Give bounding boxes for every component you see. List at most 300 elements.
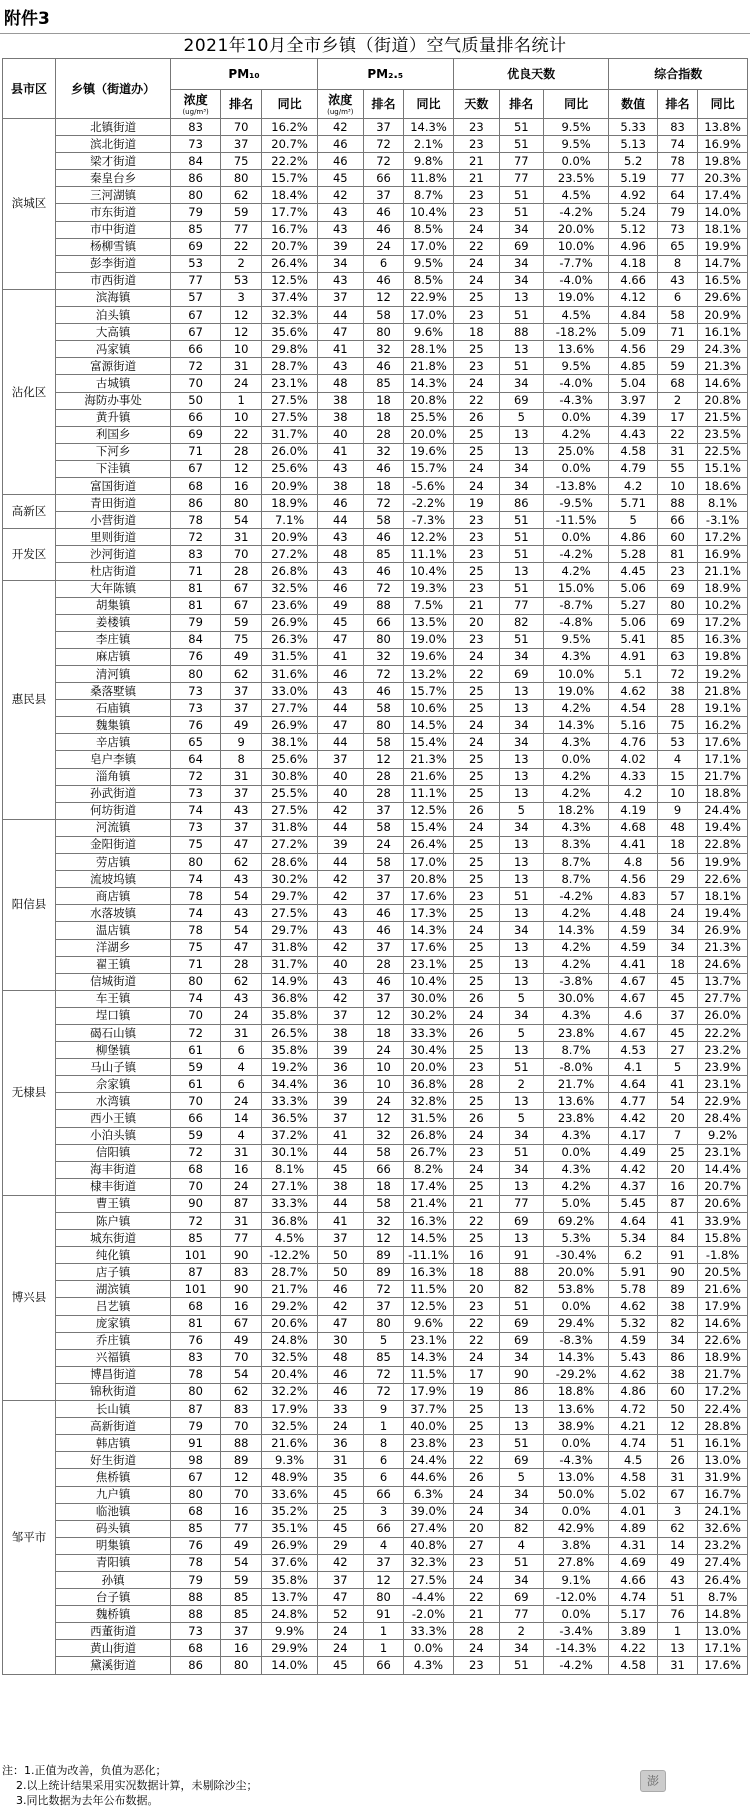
pm10-concentration-cell: 72 — [171, 358, 221, 375]
pm25-concentration-cell: 49 — [317, 597, 363, 614]
town-cell: 桑落墅镇 — [56, 683, 171, 700]
good-days-rank-cell: 51 — [499, 358, 543, 375]
good-days-rank-cell: 34 — [499, 1349, 543, 1366]
composite-rank-cell: 38 — [657, 1366, 697, 1383]
composite-yoy-cell: 32.6% — [698, 1520, 748, 1537]
pm25-yoy-cell: 12.5% — [404, 802, 454, 819]
table-row — [3, 1520, 748, 1537]
good-days-rank-cell: 34 — [499, 1007, 543, 1024]
composite-yoy-cell: 28.8% — [698, 1418, 748, 1435]
pm25-rank-cell: 32 — [363, 648, 403, 665]
pm25-concentration-cell: 25 — [317, 1503, 363, 1520]
pm10-yoy-cell: 20.4% — [262, 1366, 317, 1383]
pm25-rank-cell: 37 — [363, 1554, 403, 1571]
pm25-yoy-cell: 44.6% — [404, 1469, 454, 1486]
pm10-concentration-cell: 87 — [171, 1401, 221, 1418]
good-days-yoy-cell: 3.8% — [543, 1537, 609, 1554]
pm10-yoy-cell: 35.8% — [262, 1042, 317, 1059]
good-days-rank-cell: 34 — [499, 1640, 543, 1657]
town-cell: 黄升镇 — [56, 409, 171, 426]
good-days-rank-cell: 13 — [499, 426, 543, 443]
town-cell: 梁才街道 — [56, 153, 171, 170]
table-row — [3, 1093, 748, 1110]
good-days-rank-cell: 34 — [499, 717, 543, 734]
pm10-concentration-cell: 88 — [171, 1589, 221, 1606]
town-cell: 韩店镇 — [56, 1435, 171, 1452]
composite-yoy-cell: 22.6% — [698, 1332, 748, 1349]
good-days-rank-cell: 34 — [499, 1161, 543, 1178]
composite-rank-cell: 62 — [657, 1520, 697, 1537]
pm10-concentration-cell: 80 — [171, 1383, 221, 1400]
good-days-rank-cell: 4 — [499, 1537, 543, 1554]
pm10-concentration-cell: 61 — [171, 1042, 221, 1059]
pm10-concentration-cell: 50 — [171, 392, 221, 409]
composite-yoy-cell: 31.9% — [698, 1469, 748, 1486]
pm10-concentration-cell: 81 — [171, 597, 221, 614]
composite-rank-cell: 51 — [657, 1435, 697, 1452]
pm10-concentration-cell: 78 — [171, 512, 221, 529]
good-days-yoy-cell: 8.7% — [543, 854, 609, 871]
composite-yoy-cell: 16.9% — [698, 546, 748, 563]
pm25-concentration-cell: 35 — [317, 1469, 363, 1486]
pm25-concentration-cell: 43 — [317, 204, 363, 221]
pm10-yoy-cell: 4.5% — [262, 1230, 317, 1247]
pm10-concentration-cell: 65 — [171, 734, 221, 751]
good-days-cell: 23 — [453, 512, 499, 529]
header-pm10-rank: 排名 — [220, 90, 262, 119]
composite-value-cell: 4.39 — [609, 409, 657, 426]
pm25-rank-cell: 80 — [363, 717, 403, 734]
town-cell: 泊头镇 — [56, 307, 171, 324]
composite-value-cell: 4.92 — [609, 187, 657, 204]
composite-value-cell: 4.67 — [609, 990, 657, 1007]
pm10-yoy-cell: 30.2% — [262, 871, 317, 888]
table-row — [3, 289, 748, 306]
table-row — [3, 1024, 748, 1041]
pm10-yoy-cell: 29.7% — [262, 922, 317, 939]
pm10-rank-cell: 67 — [220, 597, 262, 614]
composite-value-cell: 4.68 — [609, 819, 657, 836]
good-days-yoy-cell: 0.0% — [543, 1606, 609, 1623]
composite-value-cell: 4.62 — [609, 1298, 657, 1315]
pm10-yoy-cell: 36.8% — [262, 990, 317, 1007]
good-days-rank-cell: 69 — [499, 1589, 543, 1606]
pm10-rank-cell: 16 — [220, 1161, 262, 1178]
pm25-rank-cell: 66 — [363, 1520, 403, 1537]
pm25-concentration-cell: 45 — [317, 1161, 363, 1178]
good-days-yoy-cell: -4.0% — [543, 272, 609, 289]
good-days-rank-cell: 51 — [499, 1144, 543, 1161]
composite-yoy-cell: 14.6% — [698, 375, 748, 392]
pm10-yoy-cell: 20.7% — [262, 136, 317, 153]
table-row — [3, 614, 748, 631]
pm25-concentration-cell: 43 — [317, 460, 363, 477]
pm10-yoy-cell: 33.3% — [262, 1195, 317, 1212]
pm25-concentration-cell: 42 — [317, 888, 363, 905]
good-days-yoy-cell: 19.0% — [543, 683, 609, 700]
table-row — [3, 1161, 748, 1178]
table-row — [3, 495, 748, 512]
pm10-concentration-cell: 91 — [171, 1435, 221, 1452]
pm25-yoy-cell: 27.5% — [404, 1571, 454, 1588]
table-row — [3, 648, 748, 665]
good-days-yoy-cell: 23.8% — [543, 1024, 609, 1041]
pm10-concentration-cell: 66 — [171, 1110, 221, 1127]
town-cell: 冯家镇 — [56, 341, 171, 358]
pm25-rank-cell: 24 — [363, 238, 403, 255]
composite-yoy-cell: 27.7% — [698, 990, 748, 1007]
pm10-yoy-cell: 29.2% — [262, 1298, 317, 1315]
town-cell: 北镇街道 — [56, 119, 171, 136]
pm25-concentration-cell: 46 — [317, 666, 363, 683]
good-days-rank-cell: 69 — [499, 666, 543, 683]
county-cell: 博兴县 — [3, 1195, 56, 1400]
town-cell: 清河镇 — [56, 666, 171, 683]
good-days-rank-cell: 77 — [499, 1195, 543, 1212]
pm10-yoy-cell: 9.3% — [262, 1452, 317, 1469]
town-cell: 何坊街道 — [56, 802, 171, 819]
good-days-cell: 20 — [453, 614, 499, 631]
good-days-cell: 23 — [453, 529, 499, 546]
pm10-yoy-cell: 38.1% — [262, 734, 317, 751]
good-days-cell: 26 — [453, 990, 499, 1007]
table-row — [3, 717, 748, 734]
composite-yoy-cell: 19.4% — [698, 819, 748, 836]
good-days-cell: 28 — [453, 1076, 499, 1093]
composite-yoy-cell: 17.1% — [698, 1640, 748, 1657]
good-days-cell: 25 — [453, 785, 499, 802]
pm10-rank-cell: 10 — [220, 409, 262, 426]
header-pm25-yoy: 同比 — [404, 90, 454, 119]
composite-rank-cell: 34 — [657, 939, 697, 956]
good-days-rank-cell: 51 — [499, 307, 543, 324]
composite-value-cell: 4.58 — [609, 1657, 657, 1674]
good-days-rank-cell: 51 — [499, 512, 543, 529]
good-days-yoy-cell: 9.1% — [543, 1571, 609, 1588]
composite-rank-cell: 18 — [657, 956, 697, 973]
pm25-rank-cell: 10 — [363, 1059, 403, 1076]
pm10-concentration-cell: 83 — [171, 546, 221, 563]
good-days-yoy-cell: 0.0% — [543, 529, 609, 546]
pm25-concentration-cell: 33 — [317, 1401, 363, 1418]
composite-yoy-cell: 8.7% — [698, 1589, 748, 1606]
pm10-concentration-cell: 72 — [171, 529, 221, 546]
good-days-cell: 24 — [453, 1640, 499, 1657]
composite-value-cell: 4.58 — [609, 443, 657, 460]
pm10-concentration-cell: 79 — [171, 1571, 221, 1588]
composite-yoy-cell: 20.5% — [698, 1264, 748, 1281]
pm10-yoy-cell: 14.9% — [262, 973, 317, 990]
pm25-concentration-cell: 37 — [317, 1007, 363, 1024]
composite-value-cell: 5.91 — [609, 1264, 657, 1281]
pm10-yoy-cell: 26.9% — [262, 717, 317, 734]
pm10-rank-cell: 77 — [220, 1520, 262, 1537]
pm25-yoy-cell: 31.5% — [404, 1110, 454, 1127]
pm25-concentration-cell: 24 — [317, 1640, 363, 1657]
composite-yoy-cell: -1.8% — [698, 1247, 748, 1264]
town-cell: 滨北街道 — [56, 136, 171, 153]
good-days-cell: 22 — [453, 1589, 499, 1606]
pm10-yoy-cell: 20.9% — [262, 529, 317, 546]
pm10-rank-cell: 43 — [220, 990, 262, 1007]
pm10-rank-cell: 90 — [220, 1281, 262, 1298]
good-days-cell: 23 — [453, 1657, 499, 1674]
pm25-yoy-cell: 11.5% — [404, 1281, 454, 1298]
composite-yoy-cell: 22.5% — [698, 443, 748, 460]
composite-yoy-cell: 26.4% — [698, 1571, 748, 1588]
pm10-yoy-cell: 27.5% — [262, 905, 317, 922]
composite-yoy-cell: 13.0% — [698, 1452, 748, 1469]
good-days-yoy-cell: 4.5% — [543, 307, 609, 324]
town-cell: 金阳街道 — [56, 836, 171, 853]
good-days-yoy-cell: -14.3% — [543, 1640, 609, 1657]
good-days-cell: 25 — [453, 426, 499, 443]
town-cell: 乔庄镇 — [56, 1332, 171, 1349]
pm25-yoy-cell: 28.1% — [404, 341, 454, 358]
good-days-yoy-cell: 9.5% — [543, 119, 609, 136]
pm25-concentration-cell: 38 — [317, 1178, 363, 1195]
town-cell: 麻店镇 — [56, 648, 171, 665]
pm10-rank-cell: 31 — [220, 1213, 262, 1230]
composite-yoy-cell: 13.8% — [698, 119, 748, 136]
table-row — [3, 238, 748, 255]
composite-rank-cell: 49 — [657, 1554, 697, 1571]
pm10-rank-cell: 62 — [220, 666, 262, 683]
good-days-yoy-cell: -12.0% — [543, 1589, 609, 1606]
composite-value-cell: 4.74 — [609, 1435, 657, 1452]
table-row — [3, 990, 748, 1007]
composite-value-cell: 4.31 — [609, 1537, 657, 1554]
footnote-1: 注：1.正值为改善，负值为恶化； — [2, 1764, 167, 1777]
pm10-yoy-cell: 27.5% — [262, 392, 317, 409]
pm10-rank-cell: 54 — [220, 922, 262, 939]
pm10-rank-cell: 3 — [220, 289, 262, 306]
good-days-yoy-cell: 23.5% — [543, 170, 609, 187]
pm25-concentration-cell: 43 — [317, 272, 363, 289]
pm25-yoy-cell: 12.5% — [404, 1298, 454, 1315]
pm25-rank-cell: 66 — [363, 170, 403, 187]
pm25-concentration-cell: 44 — [317, 1195, 363, 1212]
table-row — [3, 324, 748, 341]
table-row — [3, 836, 748, 853]
good-days-yoy-cell: 13.6% — [543, 1093, 609, 1110]
pm10-yoy-cell: 37.2% — [262, 1127, 317, 1144]
table-row — [3, 819, 748, 836]
pm10-rank-cell: 6 — [220, 1042, 262, 1059]
table-row — [3, 204, 748, 221]
pm10-yoy-cell: 27.2% — [262, 546, 317, 563]
pm25-rank-cell: 8 — [363, 1435, 403, 1452]
town-cell: 西董街道 — [56, 1623, 171, 1640]
pm25-rank-cell: 9 — [363, 1401, 403, 1418]
table-row — [3, 597, 748, 614]
composite-value-cell: 4.42 — [609, 1161, 657, 1178]
pm25-yoy-cell: 17.0% — [404, 307, 454, 324]
pm25-rank-cell: 46 — [363, 460, 403, 477]
pm25-yoy-cell: 11.5% — [404, 1366, 454, 1383]
town-cell: 码头镇 — [56, 1520, 171, 1537]
table-row — [3, 1332, 748, 1349]
good-days-yoy-cell: 8.3% — [543, 836, 609, 853]
pm10-rank-cell: 77 — [220, 1230, 262, 1247]
composite-rank-cell: 41 — [657, 1213, 697, 1230]
composite-yoy-cell: 24.3% — [698, 341, 748, 358]
pm25-rank-cell: 28 — [363, 956, 403, 973]
good-days-cell: 23 — [453, 580, 499, 597]
pm25-concentration-cell: 42 — [317, 1554, 363, 1571]
pm25-rank-cell: 58 — [363, 700, 403, 717]
table-row — [3, 563, 748, 580]
composite-rank-cell: 67 — [657, 1486, 697, 1503]
good-days-cell: 20 — [453, 1281, 499, 1298]
pm10-rank-cell: 59 — [220, 614, 262, 631]
table-row — [3, 546, 748, 563]
pm10-rank-cell: 43 — [220, 905, 262, 922]
pm25-rank-cell: 46 — [363, 683, 403, 700]
pm10-rank-cell: 4 — [220, 1059, 262, 1076]
table-row — [3, 307, 748, 324]
good-days-rank-cell: 51 — [499, 631, 543, 648]
composite-value-cell: 4.66 — [609, 1571, 657, 1588]
pm25-yoy-cell: 20.0% — [404, 426, 454, 443]
pm10-concentration-cell: 68 — [171, 1503, 221, 1520]
pm10-concentration-cell: 69 — [171, 238, 221, 255]
composite-value-cell: 5.1 — [609, 666, 657, 683]
good-days-yoy-cell: 9.5% — [543, 358, 609, 375]
composite-value-cell: 4.42 — [609, 1110, 657, 1127]
pm25-concentration-cell: 44 — [317, 734, 363, 751]
composite-value-cell: 4.72 — [609, 1401, 657, 1418]
composite-rank-cell: 57 — [657, 888, 697, 905]
good-days-rank-cell: 51 — [499, 1435, 543, 1452]
good-days-cell: 24 — [453, 1349, 499, 1366]
pm25-yoy-cell: 8.5% — [404, 272, 454, 289]
composite-yoy-cell: 14.4% — [698, 1161, 748, 1178]
town-cell: 海丰街道 — [56, 1161, 171, 1178]
pm10-yoy-cell: -12.2% — [262, 1247, 317, 1264]
composite-yoy-cell: 22.8% — [698, 836, 748, 853]
pm10-yoy-cell: 23.6% — [262, 597, 317, 614]
table-row — [3, 1315, 748, 1332]
pm25-rank-cell: 24 — [363, 836, 403, 853]
pm10-rank-cell: 24 — [220, 375, 262, 392]
good-days-yoy-cell: 4.3% — [543, 1007, 609, 1024]
good-days-yoy-cell: 42.9% — [543, 1520, 609, 1537]
pm10-concentration-cell: 70 — [171, 1007, 221, 1024]
good-days-rank-cell: 13 — [499, 1418, 543, 1435]
composite-yoy-cell: 23.1% — [698, 1076, 748, 1093]
pm25-rank-cell: 28 — [363, 426, 403, 443]
pm25-rank-cell: 58 — [363, 734, 403, 751]
header-pm25: PM₂.₅ — [317, 59, 453, 90]
good-days-cell: 21 — [453, 1195, 499, 1212]
pm10-concentration-cell: 76 — [171, 1537, 221, 1554]
composite-rank-cell: 82 — [657, 1315, 697, 1332]
good-days-rank-cell: 34 — [499, 819, 543, 836]
pm10-rank-cell: 24 — [220, 1007, 262, 1024]
footnote-2: 2.以上统计结果采用实况数据计算，未剔除沙尘； — [16, 1779, 258, 1792]
table-row — [3, 734, 748, 751]
table-row — [3, 631, 748, 648]
pm10-yoy-cell: 27.1% — [262, 1178, 317, 1195]
town-cell: 洋湖乡 — [56, 939, 171, 956]
good-days-yoy-cell: 14.3% — [543, 717, 609, 734]
composite-value-cell: 4.43 — [609, 426, 657, 443]
good-days-cell: 25 — [453, 751, 499, 768]
composite-rank-cell: 37 — [657, 1007, 697, 1024]
town-cell: 大年陈镇 — [56, 580, 171, 597]
pm25-yoy-cell: 14.5% — [404, 717, 454, 734]
town-cell: 市东街道 — [56, 204, 171, 221]
header-town: 乡镇（街道办） — [56, 59, 171, 119]
good-days-rank-cell: 82 — [499, 1281, 543, 1298]
table-row — [3, 1076, 748, 1093]
composite-value-cell: 4.76 — [609, 734, 657, 751]
pm25-concentration-cell: 45 — [317, 1486, 363, 1503]
pm10-concentration-cell: 61 — [171, 1076, 221, 1093]
composite-yoy-cell: 18.1% — [698, 221, 748, 238]
pm10-concentration-cell: 72 — [171, 768, 221, 785]
composite-value-cell: 4.58 — [609, 1469, 657, 1486]
pm10-yoy-cell: 14.0% — [262, 1657, 317, 1674]
composite-yoy-cell: 17.4% — [698, 187, 748, 204]
pm10-concentration-cell: 85 — [171, 1520, 221, 1537]
pm25-yoy-cell: 13.2% — [404, 666, 454, 683]
pm10-rank-cell: 80 — [220, 1657, 262, 1674]
pm25-concentration-cell: 42 — [317, 990, 363, 1007]
pm25-concentration-cell: 48 — [317, 375, 363, 392]
pm10-concentration-cell: 74 — [171, 802, 221, 819]
pm10-yoy-cell: 20.7% — [262, 238, 317, 255]
pm10-rank-cell: 12 — [220, 324, 262, 341]
air-quality-table — [2, 58, 748, 1675]
pm25-rank-cell: 37 — [363, 888, 403, 905]
town-cell: 明集镇 — [56, 1537, 171, 1554]
composite-yoy-cell: 23.5% — [698, 426, 748, 443]
composite-yoy-cell: 17.6% — [698, 1657, 748, 1674]
pm10-yoy-cell: 18.4% — [262, 187, 317, 204]
good-days-cell: 22 — [453, 666, 499, 683]
table-row — [3, 580, 748, 597]
pm10-rank-cell: 31 — [220, 1144, 262, 1161]
pm25-yoy-cell: -2.2% — [404, 495, 454, 512]
composite-value-cell: 4.18 — [609, 255, 657, 272]
good-days-yoy-cell: 4.3% — [543, 1161, 609, 1178]
composite-rank-cell: 8 — [657, 255, 697, 272]
town-cell: 富源街道 — [56, 358, 171, 375]
town-cell: 焦桥镇 — [56, 1469, 171, 1486]
pm25-yoy-cell: 10.4% — [404, 563, 454, 580]
pm25-yoy-cell: 24.4% — [404, 1452, 454, 1469]
composite-rank-cell: 65 — [657, 238, 697, 255]
town-cell: 李庄镇 — [56, 631, 171, 648]
pm10-concentration-cell: 86 — [171, 1657, 221, 1674]
good-days-rank-cell: 13 — [499, 871, 543, 888]
pm10-yoy-cell: 31.6% — [262, 666, 317, 683]
town-cell: 埕口镇 — [56, 1007, 171, 1024]
good-days-rank-cell: 2 — [499, 1623, 543, 1640]
good-days-yoy-cell: 0.0% — [543, 1298, 609, 1315]
good-days-rank-cell: 5 — [499, 1469, 543, 1486]
pm10-yoy-cell: 22.2% — [262, 153, 317, 170]
composite-yoy-cell: 19.2% — [698, 666, 748, 683]
composite-value-cell: 4.67 — [609, 1024, 657, 1041]
composite-yoy-cell: 19.8% — [698, 153, 748, 170]
pm25-yoy-cell: 17.6% — [404, 939, 454, 956]
pm25-rank-cell: 6 — [363, 255, 403, 272]
pm25-concentration-cell: 46 — [317, 136, 363, 153]
composite-yoy-cell: 15.1% — [698, 460, 748, 477]
